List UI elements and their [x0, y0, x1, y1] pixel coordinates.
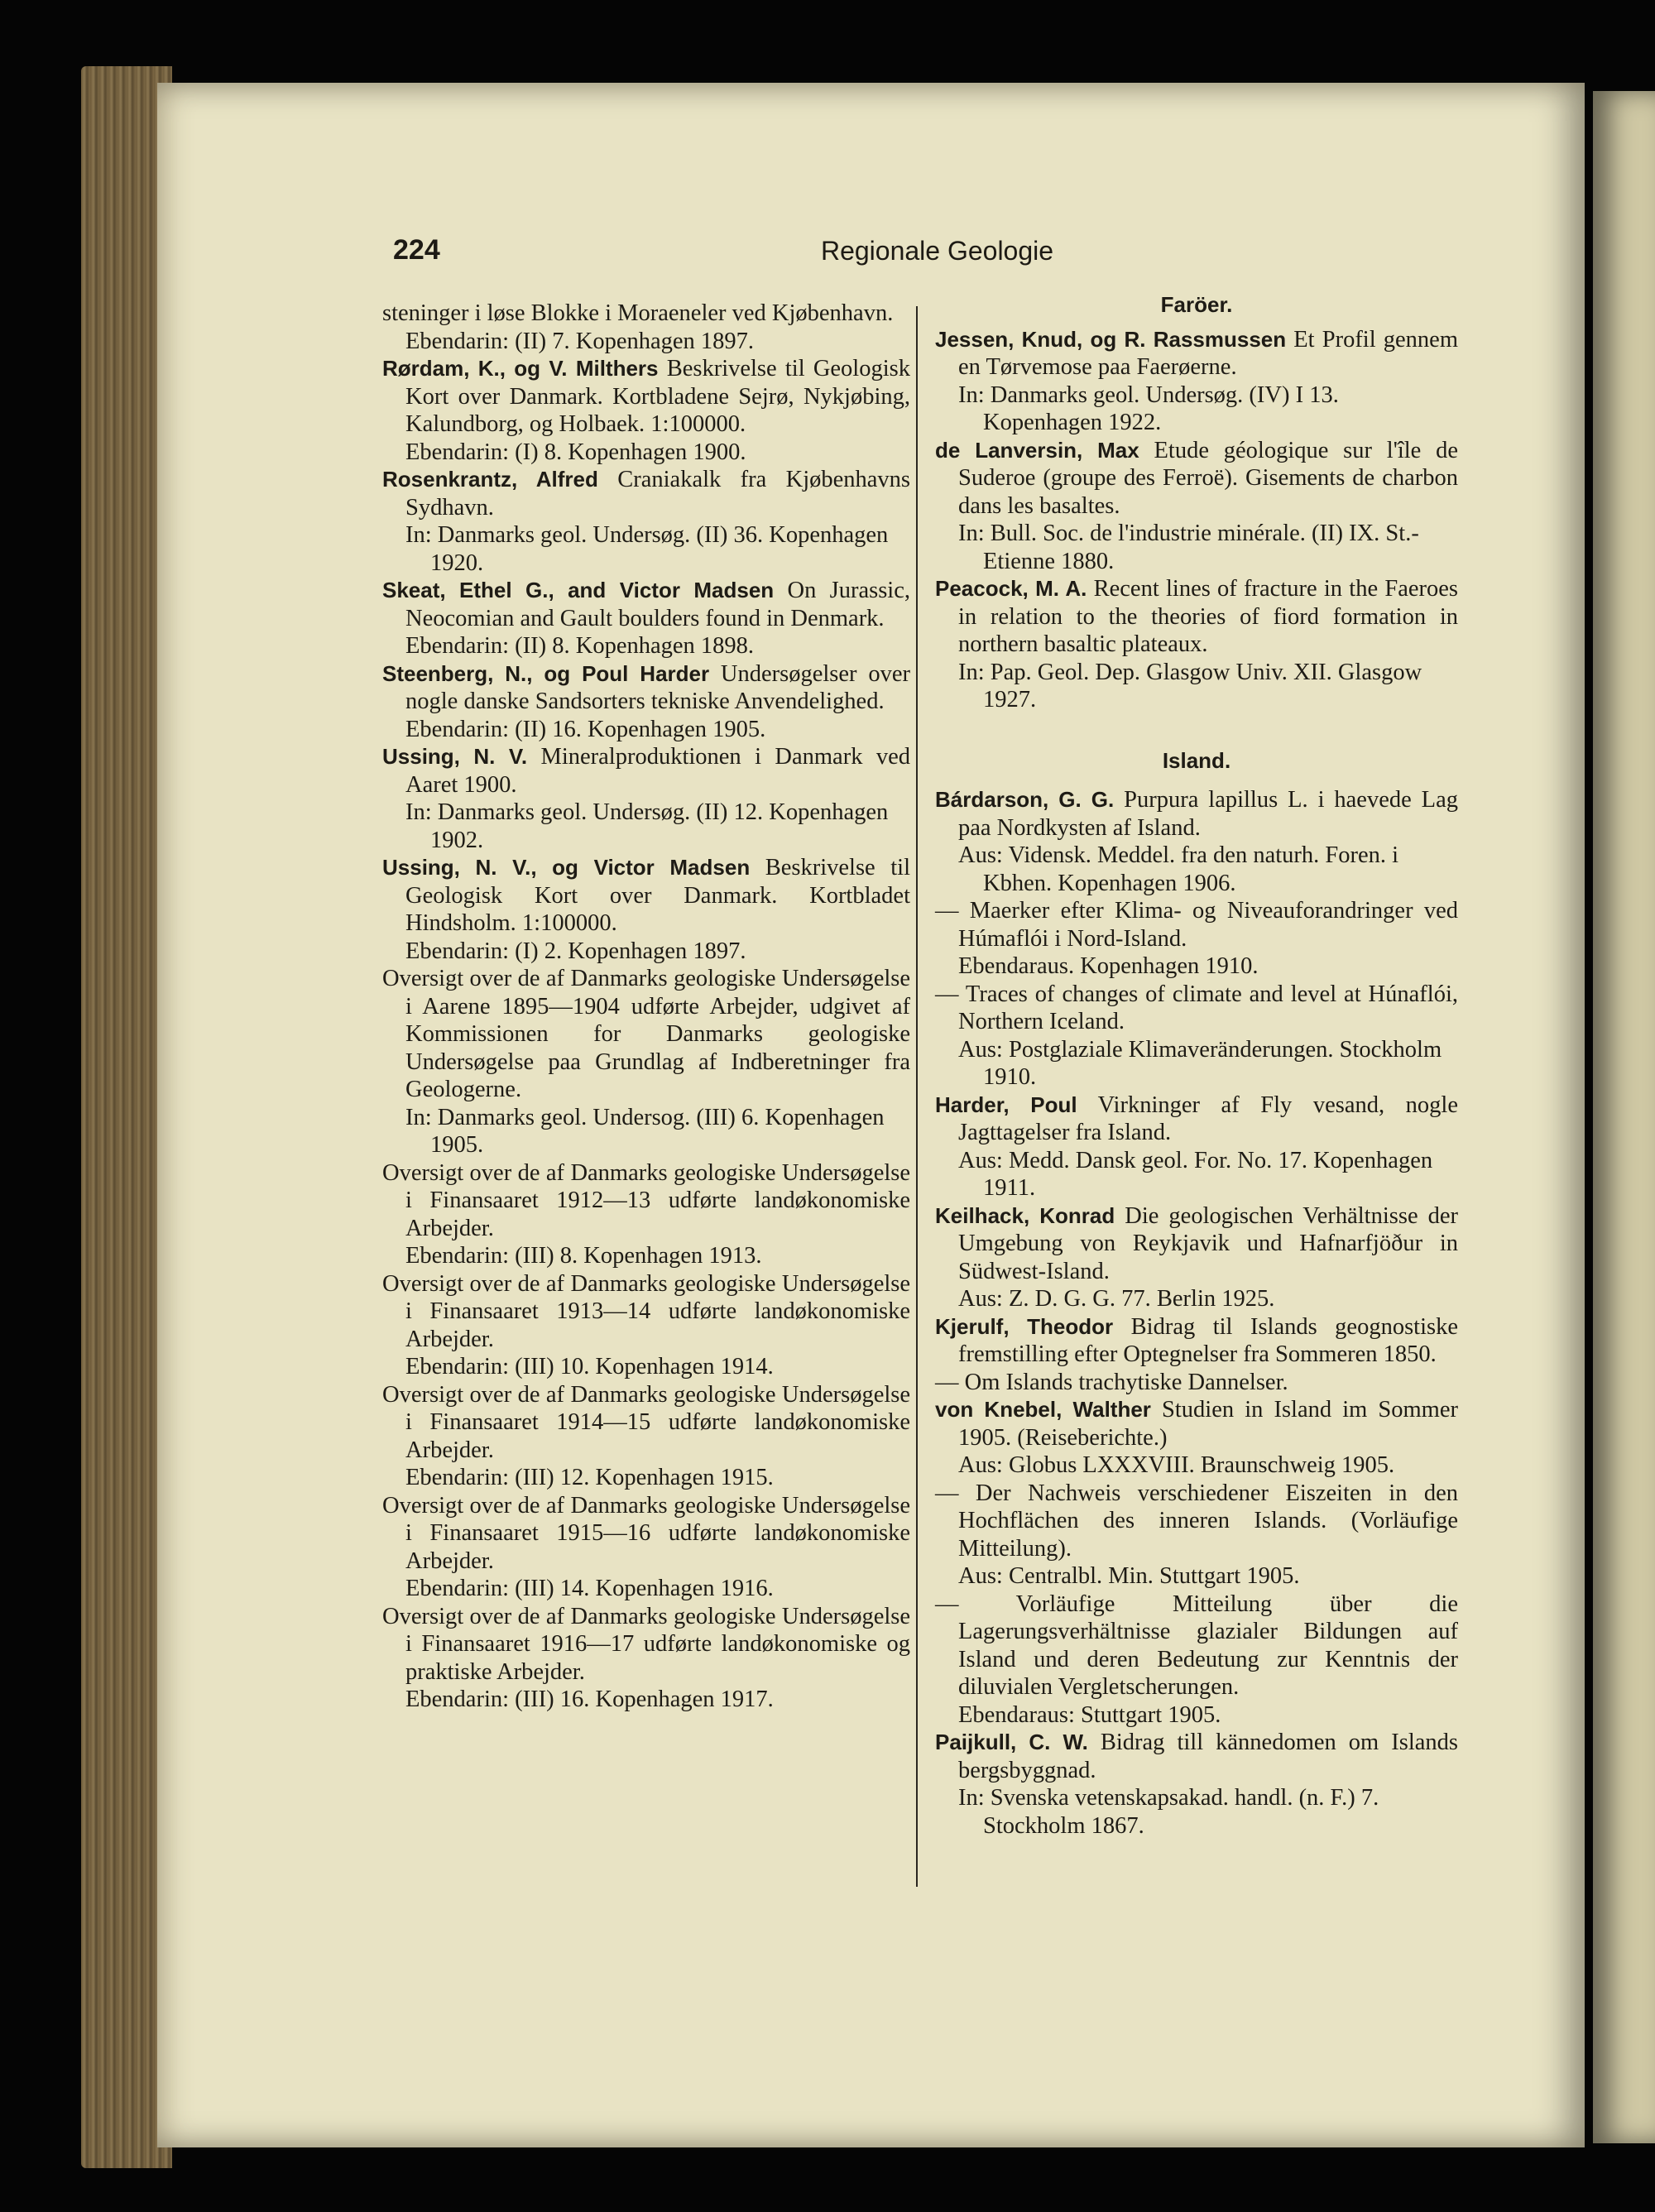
entry-source: In: Svenska vetenskapsakad. handl. (n. F.) 7. Stockholm 1867. [958, 1785, 1379, 1839]
bibliography-entry [935, 1729, 1458, 1784]
entry-source: In: Danmarks geol. Undersog. (III) 6. Kopenhagen 1905. [405, 1104, 885, 1158]
entry-source: Ebendarin: (III) 16. Kopenhagen 1917. [405, 1687, 774, 1712]
bibliography-entry [935, 981, 1458, 1036]
entry-title: — Om Islands trachytiske Dannelser. [935, 1369, 1288, 1395]
entry-author: Bárdarson, G. G. [935, 787, 1115, 812]
bibliography-entry [382, 466, 910, 521]
entry-author: Skeat, Ethel G., and Victor Madsen [382, 578, 775, 602]
entry-title: Oversigt over de af Danmarks geologiske Undersøgelse i Finansaaret 1913—14 udførte landøkonomiske Arbejder. [382, 1270, 910, 1352]
entry-title: Bidrag till kännedomen om Islands bergsbyggnad. [958, 1730, 1458, 1783]
bibliography-entry [935, 1369, 1458, 1397]
bibliography-entry [382, 1381, 910, 1465]
bibliography-entry [382, 1492, 910, 1576]
entry-source: Ebendarin: (II) 8. Kopenhagen 1898. [405, 633, 755, 659]
entry-source: In: Bull. Soc. de l'industrie minérale. (II) IX. St.-Etienne 1880. [958, 521, 1419, 574]
entry-source: In: Pap. Geol. Dep. Glasgow Univ. XII. Glasgow 1927. [958, 659, 1422, 713]
entry-title: Oversigt over de af Danmarks geologiske Undersøgelse i Finansaaret 1912—13 udførte landøkonomiske Arbejder. [382, 1159, 910, 1241]
adjacent-page-edge [1593, 91, 1655, 2143]
entry-title: — Vorläufige Mitteilung über die Lagerungsverhältnisse glazialer Bildungen auf Island und deren Bedeutung zur Kenntnis der diluvialen Vergletscherungen. [935, 1591, 1458, 1700]
entry-source: In: Danmarks geol. Undersøg. (II) 36. Kopenhagen 1920. [405, 522, 889, 576]
entry-source: Aus: Globus LXXXVIII. Braunschweig 1905. [958, 1452, 1395, 1478]
entry-title: Beskrivelse til Geologisk Kort over Danmark. Kortbladene Sejrø, Nykjøbing, Kalundborg, og Holbaek. 1:100000. [405, 356, 910, 437]
entry-source: Ebendaraus: Stuttgart 1905. [958, 1701, 1221, 1728]
bibliography-entry [935, 1202, 1458, 1286]
entry-title: Studien in Island im Sommer 1905. (Reiseberichte.) [958, 1397, 1458, 1451]
entry-author: Harder, Poul [935, 1092, 1077, 1117]
bibliography-entry [382, 577, 910, 632]
entry-title: Mineralproduktionen i Danmark ved Aaret 1900. [405, 744, 910, 798]
bibliography-entry [935, 1591, 1458, 1701]
bibliography-entry [382, 965, 910, 1104]
entry-title: Craniakalk fra Kjøbenhavns Sydhavn. [405, 467, 910, 521]
entry-source: Ebendarin: (III) 12. Kopenhagen 1915. [405, 1465, 774, 1490]
running-title: Regionale Geologie [820, 236, 1054, 266]
bibliography-entry [935, 897, 1458, 952]
entry-author: Paijkull, C. W. [935, 1730, 1088, 1754]
entry-source: Ebendarin: (I) 2. Kopenhagen 1897. [405, 938, 746, 964]
entry-source: Ebendaraus. Kopenhagen 1910. [958, 953, 1259, 979]
entry-source: Aus: Postglaziale Klimaveränderungen. Stockholm 1910. [958, 1036, 1442, 1090]
entry-source: Ebendarin: (III) 8. Kopenhagen 1913. [405, 1243, 762, 1269]
entry-title: Undersøgelser over nogle danske Sandsorters tekniske Anvendelighed. [405, 660, 910, 714]
entry-title: Et Profil gennem en Tørvemose paa Faerøerne. [958, 326, 1458, 380]
entry-source: Aus: Medd. Dansk geol. For. No. 17. Kopenhagen 1911. [958, 1147, 1433, 1201]
entry-title: Etude géologique sur l'île de Suderoe (groupe des Ferroë). Gisements de charbon dans les basaltes. [958, 437, 1459, 519]
entry-title: — Traces of changes of climate and level at Húnaflói, Northern Iceland. [935, 981, 1458, 1034]
entry-title: On Jurassic, Neocomian and Gault boulders found in Denmark. [405, 578, 910, 631]
island-entries [935, 786, 1458, 1840]
entry-author: Ussing, N. V., og Victor Madsen [382, 855, 751, 880]
entry-author: von Knebel, Walther [935, 1397, 1151, 1422]
bibliography-entry [935, 1092, 1458, 1147]
entry-source: In: Danmarks geol. Undersøg. (II) 12. Kopenhagen 1902. [405, 799, 889, 853]
entry-title: Oversigt over de af Danmarks geologiske Undersøgelse i Finansaaret 1915—16 udførte landøkonomiske Arbejder. [382, 1492, 910, 1574]
entry-title: Beskrivelse til Geologisk Kort over Danmark. Kortbladet Hindsholm. 1:100000. [405, 855, 910, 936]
left-column [382, 300, 910, 1714]
entry-title: Oversigt over de af Danmarks geologiske Undersøgelse i Aarene 1895—1904 udførte Arbejder, udgivet af Kommissionen for Danmarks geologiske Undersøgelse paa Grundlag af Indberetninger fra Geologerne. [382, 966, 910, 1102]
entry-source: Ebendarin: (I) 8. Kopenhagen 1900. [405, 439, 746, 465]
entry-author: Kjerulf, Theodor [935, 1313, 1114, 1339]
column-divider [916, 306, 918, 1887]
entry-title: Purpura lapillus L. i haevede Lag paa Nordkysten af Island. [958, 787, 1458, 841]
entry-title: Oversigt over de af Danmarks geologiske Undersøgelse i Finansaaret 1914—15 udførte landøkonomiske Arbejder. [382, 1381, 910, 1463]
entry-author: Rørdam, K., og V. Milthers [382, 356, 659, 381]
entry-author: Keilhack, Konrad [935, 1202, 1115, 1228]
entry-author: Rosenkrantz, Alfred [382, 467, 598, 492]
entry-title: Die geologischen Verhältnisse der Umgebung von Reykjavik und Hafnarfjöður in Südwest-Island. [958, 1202, 1458, 1284]
section-heading-island: Island. [1162, 747, 1231, 773]
bibliography-entry [382, 1603, 910, 1687]
entry-title: — Maerker efter Klima- og Niveauforandringer ved Húmaflói i Nord-Island. [935, 898, 1458, 952]
entry-author: Peacock, M. A. [935, 576, 1087, 601]
bibliography-entry [935, 326, 1458, 381]
entry-source: In: Danmarks geol. Undersøg. (IV) I 13. Kopenhagen 1922. [958, 381, 1339, 435]
entry-source: Ebendarin: (II) 16. Kopenhagen 1905. [405, 716, 766, 742]
entry-source: Ebendarin: (III) 14. Kopenhagen 1916. [405, 1576, 774, 1601]
bibliography-entry [935, 437, 1458, 521]
bibliography-entry [382, 743, 910, 799]
entry-title: Oversigt over de af Danmarks geologiske Undersøgelse i Finansaaret 1916—17 udførte landøkonomiske og praktiske Arbejder. [382, 1603, 910, 1685]
entry-author: de Lanversin, Max [935, 437, 1139, 463]
entry-author: Ussing, N. V. [382, 744, 528, 769]
entry-title: Bidrag til Islands geognostiske fremstilling efter Optegnelser fra Sommeren 1850. [958, 1313, 1458, 1367]
entry-source: Aus: Z. D. G. G. 77. Berlin 1925. [958, 1286, 1275, 1312]
bibliography-entry [382, 1270, 910, 1354]
bibliography-entry [382, 854, 910, 938]
entry-title: Recent lines of fracture in the Faeroes in relation to the theories of fiord formation in northern basaltic plateaux. [958, 576, 1458, 657]
bibliography-entry [382, 1159, 910, 1243]
entry-author: Jessen, Knud, og R. Rassmussen [935, 326, 1287, 352]
bibliography-entry [935, 1313, 1458, 1369]
entry-source: Aus: Vidensk. Meddel. fra den naturh. Foren. i Kbhen. Kopenhagen 1906. [958, 842, 1399, 896]
continuation-line: steninger i løse Blokke i Moraeneler ved Kjøbenhavn. [382, 300, 894, 326]
entry-author: Steenberg, N., og Poul Harder [382, 660, 710, 686]
entry-source: Ebendarin: (III) 10. Kopenhagen 1914. [405, 1354, 774, 1380]
bibliography-entry [382, 660, 910, 716]
entry-title: — Der Nachweis verschiedener Eiszeiten in den Hochflächen des inneren Islands. (Vorläufige Mitteilung). [935, 1480, 1458, 1562]
bibliography-entry [935, 1480, 1458, 1563]
running-header [393, 234, 1481, 276]
bibliography-entry [935, 786, 1458, 842]
entry-source: Ebendarin: (II) 7. Kopenhagen 1897. [405, 328, 755, 354]
bibliography-entry [935, 575, 1458, 659]
section-heading-faroer: Faröer. [1160, 292, 1233, 317]
bibliography-entry [935, 1396, 1458, 1451]
faroer-entries [935, 326, 1458, 714]
entry-title: Virkninger af Fly vesand, nogle Jagttagelser fra Island. [958, 1092, 1458, 1145]
bibliography-entry [382, 355, 910, 439]
page-number: 224 [393, 234, 440, 266]
entry-source: Aus: Centralbl. Min. Stuttgart 1905. [958, 1563, 1300, 1589]
right-column [935, 291, 1458, 1840]
